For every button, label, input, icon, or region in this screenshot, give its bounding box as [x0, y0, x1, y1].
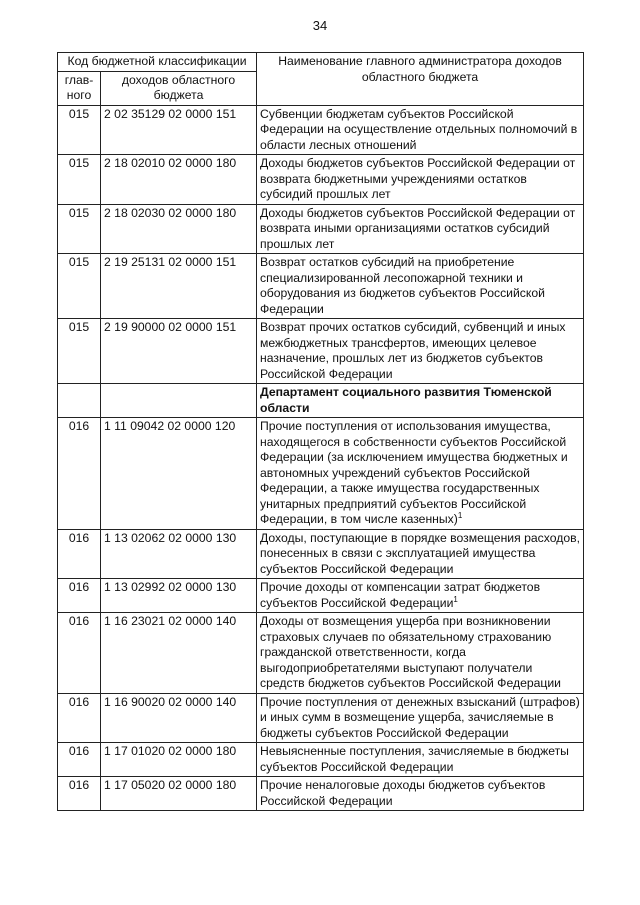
admin-name-text: Прочие неналоговые доходы бюджетов субъектов Российской Федерации: [260, 778, 546, 808]
admin-name-text: Доходы бюджетов субъектов Российской Федерации от возврата иными организациями остатков субсидий прошлых лет: [260, 205, 576, 251]
admin-code-cell: 015: [58, 155, 101, 205]
admin-name-cell: [257, 254, 584, 319]
admin-code-cell: 016: [58, 579, 101, 613]
admin-name-text: Невыясненные поступления, зачисляемые в бюджеты субъектов Российской Федерации: [260, 744, 569, 774]
table-row: [58, 613, 584, 694]
admin-name-cell: [257, 418, 584, 530]
income-code-cell: 2 18 02030 02 0000 180: [101, 204, 257, 254]
classification-header: Код бюджетной классификации: [58, 53, 257, 72]
admin-name-text: Доходы, поступающие в порядке возмещения расходов, понесенных в связи с эксплуатацией имущества субъектов Российской Федерации: [260, 530, 580, 576]
admin-code-header-label: глав-ного: [64, 72, 94, 102]
admin-name-cell: [257, 777, 584, 811]
income-code-cell: [101, 384, 257, 418]
admin-name-header: Наименование главного администратора доходов областного бюджета: [257, 53, 584, 106]
table-row: [58, 579, 584, 613]
admin-name-text: Прочие поступления от использования имущества, находящегося в собственности субъектов Российской Федерации (за исключением имущества бюджетных и автономных учреждений субъектов Российской Федерации, а также имущества государственных унитарных предприятий субъектов Российской Федерации, в том числе казенных): [260, 419, 568, 526]
table-row: [58, 254, 584, 319]
admin-name-cell: [257, 613, 584, 694]
admin-code-cell: 015: [58, 105, 101, 155]
admin-code-cell: 015: [58, 254, 101, 319]
admin-name-text: Возврат прочих остатков субсидий, субвенций и иных межбюджетных трансфертов, имеющих целевое назначение, прошлых лет из бюджетов субъектов Российской Федерации: [260, 320, 566, 381]
budget-classification-table: [57, 52, 584, 811]
admin-name-cell: [257, 105, 584, 155]
income-code-header: доходов областного бюджета: [101, 71, 257, 105]
income-code-cell: 1 17 05020 02 0000 180: [101, 777, 257, 811]
income-code-cell: 2 02 35129 02 0000 151: [101, 105, 257, 155]
admin-code-cell: 016: [58, 743, 101, 777]
income-code-cell: 2 19 25131 02 0000 151: [101, 254, 257, 319]
table-row: [58, 777, 584, 811]
footnote-marker: 1: [457, 510, 463, 520]
admin-code-cell: 015: [58, 319, 101, 384]
table-row: [58, 693, 584, 743]
income-code-cell: 2 19 90000 02 0000 151: [101, 319, 257, 384]
admin-code-cell: 016: [58, 418, 101, 530]
table-row: [58, 743, 584, 777]
income-code-cell: 1 11 09042 02 0000 120: [101, 418, 257, 530]
income-code-cell: 2 18 02010 02 0000 180: [101, 155, 257, 205]
table-row: [58, 319, 584, 384]
admin-name-cell: [257, 155, 584, 205]
admin-code-header: [58, 71, 101, 105]
admin-name-text: Доходы от возмещения ущерба при возникновении страховых случаев по обязательному страхованию гражданской ответственности, когда выгодоприобретателями выступают получатели средств бюджетов субъектов Российской Федерации: [260, 614, 561, 690]
admin-code-cell: 016: [58, 777, 101, 811]
admin-name-text: Возврат остатков субсидий на приобретение специализированной лесопожарной техники и оборудования из бюджетов субъектов Российской Федерации: [260, 255, 545, 316]
income-code-cell: 1 16 23021 02 0000 140: [101, 613, 257, 694]
department-row: [58, 384, 584, 418]
admin-name-cell: [257, 384, 584, 418]
admin-name-cell: [257, 204, 584, 254]
admin-name-text: Департамент социального развития Тюменской области: [260, 385, 552, 415]
income-code-cell: 1 17 01020 02 0000 180: [101, 743, 257, 777]
table-row: [58, 529, 584, 579]
admin-name-cell: [257, 579, 584, 613]
admin-code-cell: 015: [58, 204, 101, 254]
table-row: [58, 155, 584, 205]
admin-name-text: Прочие доходы от компенсации затрат бюджетов субъектов Российской Федерации: [260, 580, 541, 610]
admin-code-cell: 016: [58, 693, 101, 743]
admin-name-cell: [257, 743, 584, 777]
footnote-marker: 1: [453, 594, 458, 604]
admin-code-cell: 016: [58, 613, 101, 694]
table-row: [58, 105, 584, 155]
income-code-cell: 1 13 02062 02 0000 130: [101, 529, 257, 579]
admin-name-cell: [257, 319, 584, 384]
page-number: 34: [312, 18, 328, 33]
admin-name-text: Доходы бюджетов субъектов Российской Федерации от возврата бюджетными учреждениями остатков субсидий прошлых лет: [260, 156, 576, 201]
income-code-cell: 1 16 90020 02 0000 140: [101, 693, 257, 743]
admin-code-cell: 016: [58, 529, 101, 579]
income-code-cell: 1 13 02992 02 0000 130: [101, 579, 257, 613]
admin-name-cell: [257, 693, 584, 743]
table-row: [58, 204, 584, 254]
admin-code-cell: [58, 384, 101, 418]
admin-name-text: Субвенции бюджетам субъектов Российской Федерации на осуществление отдельных полномочий в области лесных отношений: [260, 106, 578, 152]
admin-name-cell: [257, 529, 584, 579]
admin-name-text: Прочие поступления от денежных взысканий (штрафов) и иных сумм в возмещение ущерба, зачисляемые в бюджеты субъектов Российской Федерации: [260, 694, 580, 740]
table-row: [58, 418, 584, 530]
